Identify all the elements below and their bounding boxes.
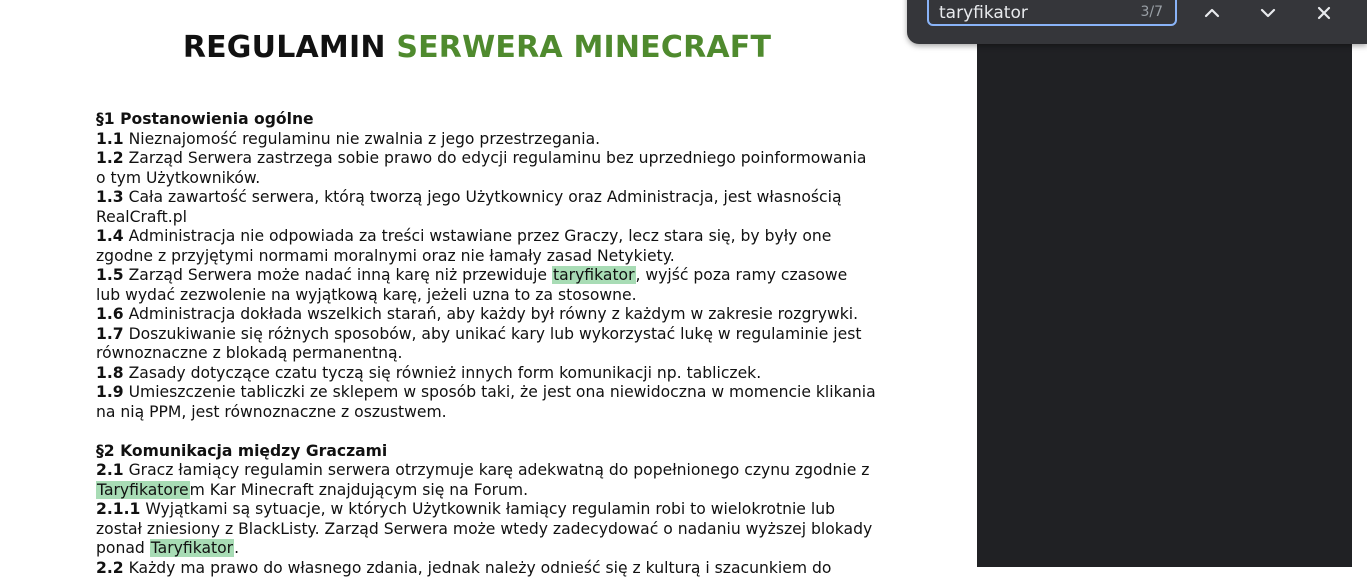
rule-number: 2.1 (96, 461, 124, 479)
rule-number: 1.2 (96, 149, 124, 167)
find-field[interactable] (927, 0, 1177, 26)
rule-text: Umieszczenie tabliczki ze sklepem w sposób taki, że jest ona niewidoczna w momencie klikania na nią PPM, jest równoznaczne z oszustwem. (96, 383, 876, 421)
rule-number: 1.7 (96, 325, 124, 343)
title-part-main: REGULAMIN (183, 30, 386, 65)
search-highlight: Taryfikatore (96, 481, 190, 499)
rule-item (96, 266, 876, 305)
rule-item (96, 130, 876, 150)
find-bar (907, 0, 1367, 44)
rule-text: Każdy ma prawo do własnego zdania, jednak należy odnieść się z kulturą i szacunkiem do (129, 559, 832, 577)
find-close-button[interactable] (1309, 0, 1339, 28)
rule-number: 1.3 (96, 188, 124, 206)
rule-text: Administracja nie odpowiada za treści wstawiane przez Graczy, lecz stara się, by były one zgodne z przyjętymi normami moralnymi oraz nie łamały zasad Netykiety. (96, 227, 831, 265)
rule-item (96, 149, 876, 188)
section (96, 110, 876, 422)
section-heading: §1 Postanowienia ogólne (96, 110, 876, 130)
rule-number: 1.8 (96, 364, 124, 382)
viewer-background (977, 0, 1352, 567)
rule-number: 1.9 (96, 383, 124, 401)
rule-item (96, 383, 876, 422)
document-title (0, 30, 954, 65)
rule-text: Nieznajomość regulaminu nie zwalnia z jego przestrzegania. (129, 130, 601, 148)
find-previous-button[interactable] (1197, 0, 1227, 28)
rule-item (96, 188, 876, 227)
search-highlight: taryfikator (552, 266, 636, 284)
rule-number: 1.4 (96, 227, 124, 245)
rule-number: 1.1 (96, 130, 124, 148)
title-part-accent: SERWERA MINECRAFT (396, 30, 771, 65)
rule-item (96, 500, 876, 559)
rule-text: m Kar Minecraft znajdującym się na Forum. (190, 481, 529, 499)
find-match-count: 3/7 (1140, 4, 1163, 20)
close-icon (1314, 3, 1334, 23)
rule-item (96, 325, 876, 364)
section (96, 442, 876, 578)
rule-text: Doszukiwanie się różnych sposobów, aby unikać kary lub wykorzystać lukę w regulaminie jest równoznaczne z blokadą permanentną. (96, 325, 861, 363)
rule-text: Cała zawartość serwera, którą tworzą jego Użytkownicy oraz Administracja, jest własnością RealCraft.pl (96, 188, 842, 226)
chevron-down-icon (1258, 3, 1278, 23)
rule-text: Administracja dokłada wszelkich starań, aby każdy był równy z każdym w zakresie rozgrywki. (129, 305, 858, 323)
rule-text: . (234, 539, 239, 557)
search-highlight: Taryfikator (150, 539, 234, 557)
rule-number: 2.1.1 (96, 500, 140, 518)
find-input[interactable] (939, 0, 1119, 26)
rule-text: Gracz łamiący regulamin serwera otrzymuje karę adekwatną do popełnionego czynu zgodnie z (129, 461, 870, 479)
rule-text: Zarząd Serwera zastrzega sobie prawo do edycji regulaminu bez uprzedniego poinformowania o tym Użytkowników. (96, 149, 866, 187)
rule-number: 2.2 (96, 559, 124, 577)
rule-item (96, 305, 876, 325)
document-content (96, 110, 876, 578)
rule-item (96, 461, 876, 500)
rule-text: Zarząd Serwera może nadać inną karę niż przewiduje (129, 266, 552, 284)
rule-item (96, 227, 876, 266)
section-heading: §2 Komunikacja między Graczami (96, 442, 876, 462)
rule-item (96, 364, 876, 384)
rule-number: 1.5 (96, 266, 124, 284)
find-next-button[interactable] (1253, 0, 1283, 28)
rule-item (96, 559, 876, 578)
chevron-up-icon (1202, 3, 1222, 23)
rule-text: , wyjść poza ramy czasowe lub wydać zezwolenie na wyjątkową karę, jeżeli uzna to za stosowne. (96, 266, 847, 304)
rule-number: 1.6 (96, 305, 124, 323)
rule-text: Wyjątkami są sytuacje, w których Użytkownik łamiący regulamin robi to wielokrotnie lub został zniesiony z BlackListy. Zarząd Serwera może wtedy zadecydować o nadaniu wyższej blokady ponad (96, 500, 872, 557)
rule-text: Zasady dotyczące czatu tyczą się również innych form komunikacji np. tabliczek. (129, 364, 762, 382)
